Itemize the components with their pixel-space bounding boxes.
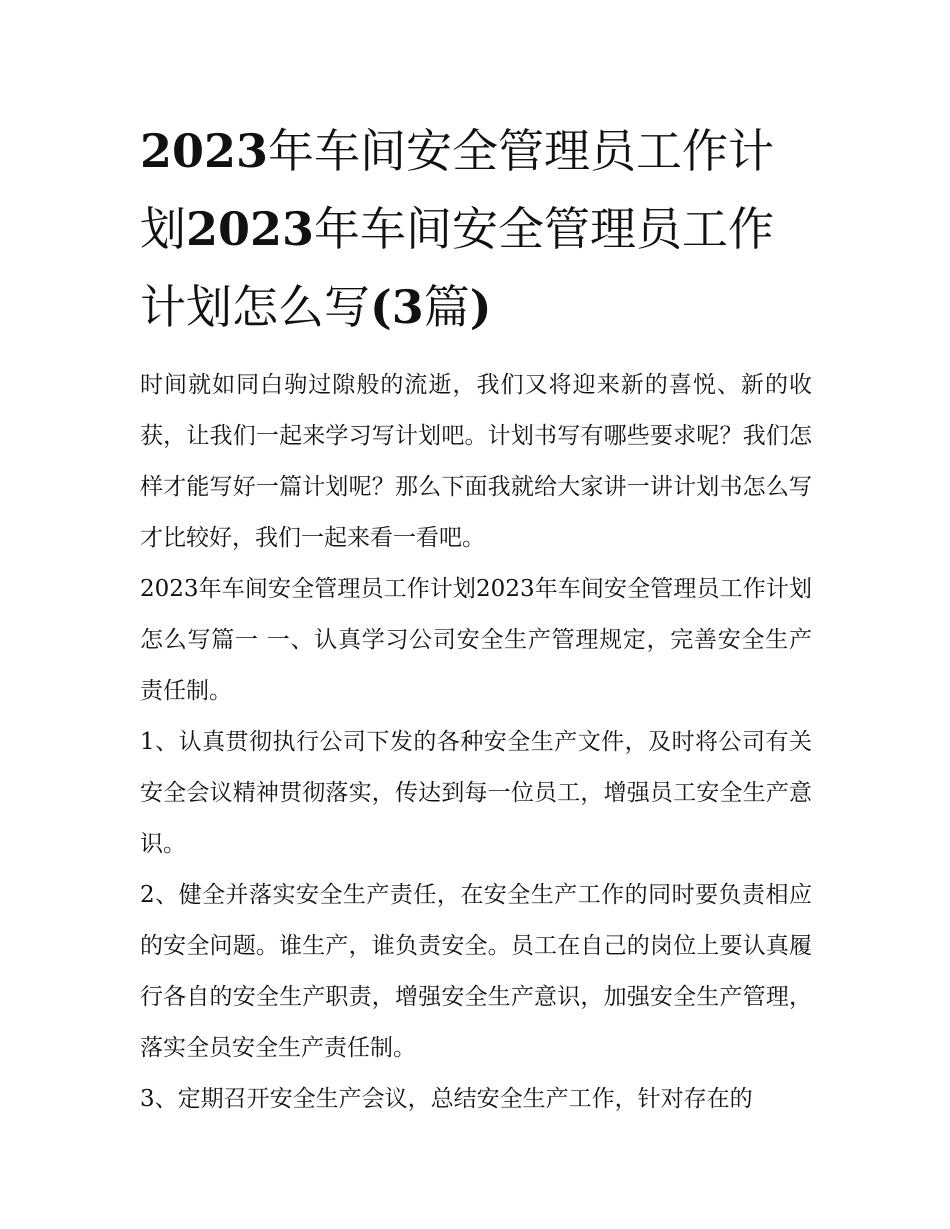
document-page	[140, 112, 812, 1125]
document-title	[140, 112, 812, 346]
paragraph-intro: 时间就如同白驹过隙般的流逝，我们又将迎来新的喜悦、新的收获，让我们一起来学习写计划吧。计划书写有哪些要求呢？我们怎样才能写好一篇计划呢？那么下面我就给大家讲一讲计划书怎么写才比较好，我们一起来看一看吧。	[140, 372, 812, 551]
paragraph-item-2: 2、健全并落实安全生产责任，在安全生产工作的同时要负责相应的安全问题。谁生产，谁负责安全。员工在自己的岗位上要认真履行各自的安全生产职责，增强安全生产意识，加强安全生产管理，落实全员安全生产责任制。	[140, 882, 812, 1061]
title-part: )	[469, 280, 492, 334]
title-part: 年车间安全管理员工作计划	[140, 124, 775, 256]
title-part: (3	[370, 280, 424, 334]
title-part: 2023	[186, 202, 315, 256]
title-part: 年车间安全管理员工作计划怎么写	[140, 202, 775, 334]
paragraph-item-1: 1、认真贯彻执行公司下发的各种安全生产文件，及时将公司有关安全会议精神贯彻落实，传达到每一位员工，增强员工安全生产意识。	[140, 729, 812, 857]
title-part: 篇	[423, 280, 470, 334]
title-part: 2023	[140, 124, 269, 178]
paragraph-item-3: 3、定期召开安全生产会议，总结安全生产工作，针对存在的	[140, 1086, 753, 1112]
paragraph-section-heading: 2023年车间安全管理员工作计划2023年车间安全管理员工作计划怎么写篇一 一、认真学习公司安全生产管理规定，完善安全生产责任制。	[140, 576, 812, 704]
document-body	[140, 360, 812, 1125]
